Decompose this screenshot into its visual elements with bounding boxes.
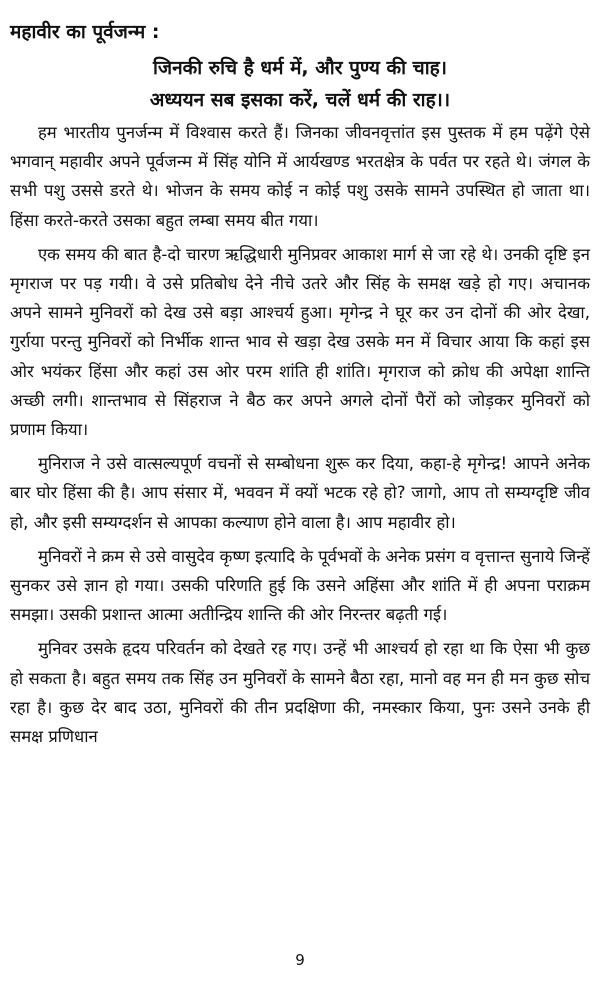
paragraph-3: मुनिराज ने उसे वात्सल्यपूर्ण वचनों से सम्बोधना शुरू कर दिया, कहा-हे मृगेन्द्र! आपने अनेक बार घोर हिंसा की है। आप संसार में, भववन में क्यों भटक रहे हो? जागो, आप तो सम्यग्दृष्टि जीव हो, और इसी सम्यग्दर्शन से आपका कल्याण होने वाला है। आप महावीर हो। <box>10 454 590 532</box>
page-number: 9 <box>295 951 305 969</box>
paragraph-1: हम भारतीय पुनर्जन्म में विश्वास करते हैं। जिनका जीवनवृत्तांत इस पुस्तक में हम पढ़ेंगे ऐसे भगवान् महावीर अपने पूर्वजन्म में सिंह योनि में आर्यखण्ड भरतक्षेत्र के पर्वत पर रहते थे। जंगल के सभी पशु उससे डरते थे। भोजन के समय कोई न कोई पशु उसके सामने उपस्थित हो जाता था। हिंसा करते-करते उसका बहुत लम्बा समय बीत गया। <box>10 123 590 230</box>
verse-line-2: अध्ययन सब इसका करें, चलें धर्म की राह।। <box>149 89 451 111</box>
chapter-heading: महावीर का पूर्वजन्म : <box>10 21 160 43</box>
verse-line-1: जिनकी रुचि है धर्म में, और पुण्य की चाह। <box>153 57 447 79</box>
paragraph-5: मुनिवर उसके हृदय परिवर्तन को देखते रह गए। उन्हें भी आश्चर्य हो रहा था कि ऐसा भी कुछ हो सकता है। बहुत समय तक सिंह उन मुनिवरों के सामने बैठा रहा, मानो वह मन ही मन कुछ सोच रहा है। कुछ देर बाद उठा, मुनिवरों की तीन प्रदक्षिणा की, नमस्कार किया, पुनः उसने उनके ही समक्ष प्रणिधान <box>10 639 590 747</box>
paragraph-2: एक समय की बात है-दो चारण ऋद्धिधारी मुनिप्रवर आकाश मार्ग से जा रहे थे। उनकी दृष्टि इन मृगराज पर पड़ गयी। वे उसे प्रतिबोध देने नीचे उतरे और सिंह के समक्ष खड़े हो गए। अचानक अपने सामने मुनिवरों को देख उसे बड़ा आश्चर्य हुआ। मृगेन्द्र ने घूर कर उन दोनों की ओर देखा, गुर्राया परन्तु मुनिवरों को निर्भीक शान्त भाव से खड़ा देख उसके मन में विचार आया कि कहां इस ओर भयंकर हिंसा और कहां उस ओर परम शांति ही शांति। मृगराज को क्रोध की अपेक्षा शान्ति अच्छी लगी। शान्तभाव से सिंहराज ने बैठ कर अपने अगले दोनों पैरों को जोड़कर मुनिवरों को प्रणाम किया। <box>10 244 590 440</box>
paragraph-4: मुनिवरों ने क्रम से उसे वासुदेव कृष्ण इत्यादि के पूर्वभवों के अनेक प्रसंग व वृत्तान्त सुनाये जिन्हें सुनकर उसे ज्ञान हो गया। उसकी परिणति हुई कि उसने अहिंसा और शांति में ही अपना पराक्रम समझा। उसकी प्रशान्त आत्मा अतीन्द्रिय शान्ति की ओर निरन्तर बढ़ती गई। <box>10 546 590 625</box>
verse-couplet <box>10 52 590 116</box>
